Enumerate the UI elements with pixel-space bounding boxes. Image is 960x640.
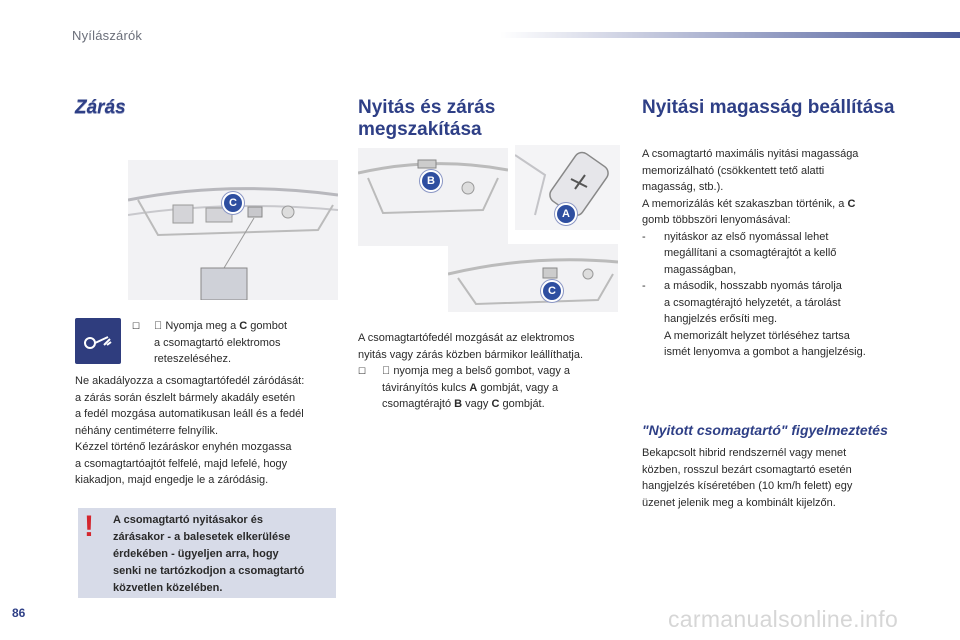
dash-line: ismét lenyomva a gombot a hangjelzésig. (664, 346, 866, 358)
para-line: nyitás vagy zárás közben bármikor leállíthatja. (358, 348, 583, 361)
title-nyitasi-magassag: Nyitási magasság beállítása (642, 97, 895, 118)
tailgate-open-icon (82, 329, 114, 353)
key-a: A (469, 381, 478, 394)
para-line: memorizálható (csökkentett tető alatti (642, 164, 825, 177)
para-line: Ne akadályozza a csomagtartófedél záródását: (75, 375, 305, 387)
para-line: Bekapcsolt hibrid rendszernél vagy menet (642, 447, 847, 459)
warning-line: közvetlen közelében. (113, 582, 223, 594)
tailgate-button-icon-box (75, 318, 121, 364)
dash-line: a második, hosszabb nyomás tárolja (664, 280, 842, 292)
bullet-line3-post: gombját. (499, 398, 545, 410)
dash-line: magasságban, (664, 263, 737, 276)
key-c: C (491, 398, 500, 410)
zaras-bullet (132, 318, 342, 368)
bullet-line2-pre: távirányítós kulcs (382, 381, 470, 394)
page-number: 86 (12, 606, 26, 620)
bullet-line2-post: gombját, vagy a (477, 381, 559, 394)
header-bar (500, 32, 960, 38)
bullet-line2: a csomagtartó elektromos (154, 336, 281, 349)
interior-illustration (358, 148, 508, 246)
dash-marker: - (642, 280, 646, 292)
dash-line: a csomagtérajtó helyzetét, a tárolást (664, 296, 841, 309)
warning-text (113, 512, 331, 597)
bullet-marker: ☐ (132, 321, 141, 331)
exterior-illustration (448, 244, 618, 312)
bullet-key-c: C (239, 320, 248, 332)
para-line: A csomagtartó maximális nyitási magassága (642, 148, 859, 160)
para-line: gomb többszöri lenyomásával: (642, 214, 791, 226)
bullet-line3-mid: vagy (462, 398, 492, 410)
dash-line: A memorizált helyzet törléséhez tartsa (664, 329, 850, 342)
dash-line: megállítani a csomagtérajtót a kellő (664, 247, 837, 259)
dash-line: nyitáskor az első nyomással lehet (664, 230, 829, 243)
badge-a: A (555, 203, 577, 225)
key-c: C (847, 197, 856, 210)
para-line: néhány centiméterre felnyílik. (75, 424, 219, 437)
warning-line: A csomagtartó nyitásakor és (113, 514, 263, 526)
para-line: kiakadjon, majd engedje le a záródásig. (75, 474, 269, 486)
section-header: Nyílászárók (72, 28, 143, 43)
remote-key-figure (515, 145, 620, 230)
para-line: közben, rosszul bezárt csomagtartó esetén (642, 463, 852, 476)
tailgate-illustration (128, 160, 338, 300)
para2-pre: A memorizálás két szakaszban történik, a (642, 197, 848, 210)
warning-line: érdekében - ügyeljen arra, hogy (113, 548, 279, 560)
warning-line: senki ne tartózkodjon a csomagtartó (113, 565, 305, 577)
dash-item-1 (642, 229, 912, 279)
bullet-text-post: gombot (247, 320, 287, 332)
dash-marker: - (642, 230, 646, 243)
badge-b: B (420, 170, 442, 192)
title-zaras: Zárás (75, 97, 126, 118)
bullet-text-pre: Nyomja meg a (165, 320, 240, 332)
title-nyitas-zaras (358, 97, 558, 141)
exterior-button-figure (448, 244, 618, 312)
dash-line: hangjelzés erősíti meg. (664, 313, 778, 325)
para-line: üzenet jelenik meg a kombinált kijelzőn. (642, 496, 836, 509)
para-line: A csomagtartófedél mozgását az elektromos (358, 332, 575, 344)
bullet-line1: nyomja meg a belső gombot, vagy a (393, 365, 571, 377)
key-b: B (454, 398, 463, 410)
dash-item-2 (642, 278, 912, 361)
para-line: a zárás során észlelt bármely akadály esetén (75, 391, 296, 404)
warning-icon: ! (84, 510, 94, 543)
bullet-line3-pre: csomagtérajtó (382, 398, 455, 410)
nyitas-bullet (358, 363, 628, 413)
tailgate-figure-left (128, 160, 338, 300)
title-line2: megszakítása (358, 119, 482, 140)
para-line: hangjelzés kíséretében (10 km/h felett) egy (642, 480, 853, 492)
interior-button-figure (358, 148, 508, 246)
nyitott-paragraph (642, 445, 912, 511)
zaras-paragraph (75, 373, 340, 489)
title-line1: Nyitás és zárás (358, 97, 496, 118)
para-line: a csomagtartóajtót felfelé, majd lefelé, hogy (75, 457, 288, 470)
para-line: Kézzel történő lezáráskor enyhén mozgassa (75, 441, 292, 453)
badge-c-exterior: C (541, 280, 563, 302)
watermark: carmanualsonline.info (668, 606, 899, 632)
nyitas-paragraph (358, 330, 628, 413)
para-line: a fedél mozgása automatikusan leáll és a fedél (75, 408, 304, 420)
magassag-paragraph (642, 146, 912, 361)
bullet-marker: ☐ (358, 366, 367, 376)
subtitle-nyitott-csomagtarto: "Nyitott csomagtartó" figyelmeztetés (642, 422, 888, 438)
warning-line: zárásakor - a balesetek elkerülése (113, 531, 291, 543)
para-line: magasság, stb.). (642, 181, 724, 193)
bullet-line3: reteszeléséhez. (154, 353, 232, 365)
badge-c: C (222, 192, 244, 214)
